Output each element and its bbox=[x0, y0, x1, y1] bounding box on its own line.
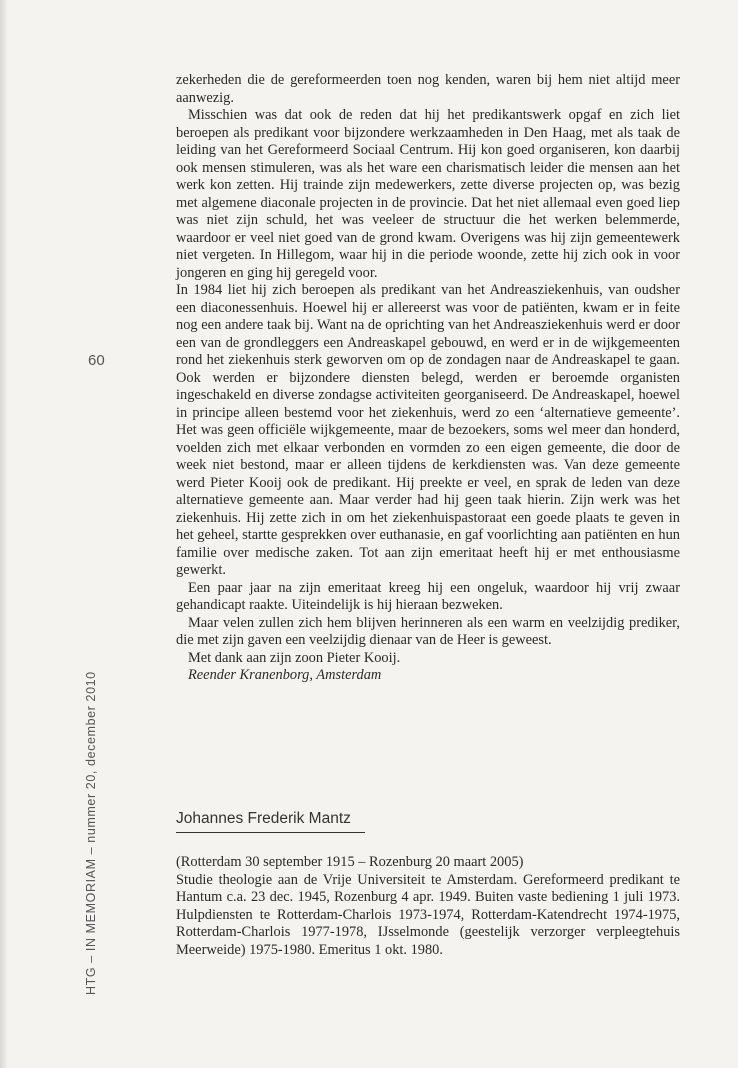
acknowledgement: Met dank aan zijn zoon Pieter Kooij. bbox=[188, 649, 401, 666]
article-paragraph: Een paar jaar na zijn emeritaat kreeg hij een ongeluk, waardoor hij vrij zwaar gehandicapt raakte. Uiteindelijk is hij hieraan bezweken. bbox=[176, 579, 680, 613]
article-paragraph: In 1984 liet hij zich beroepen als predikant van het Andreasziekenhuis, van oudsher een diaconessenhuis. Hoewel hij er allereerst was voor de patiënten, kwam er in feite nog een andere taak bij. Want na de oprichting van het Andreasziekenhuis werd er door een van de grondleggers een Andreaskapel gebouwd, en werd er in de wijkgemeenten rond het ziekenhuis sterk geworven om op de zondagen naar de Andreaskapel te gaan. Ook werden er bijzondere diensten belegd, werden er beroemde organisten ingeschakeld en diverse zondagse activiteiten georganiseerd. De Andreaskapel, hoewel in principe alleen bestemd voor het ziekenhuis, werd zo een ‘alternatieve gemeente’. Het was geen officiële wijkgemeente, maar de bezoekers, soms wel meer dan honderd, voelden zich met elkaar verbonden en vormden zo een eigen gemeente, die door de week niet bestond, maar er alleen tijdens de kerkdiensten was. Van deze gemeente werd Pieter Kooij ook de predikant. Hij preekte er veel, en sprak de leden van deze alternatieve gemeente aan. Maar verder had hij geen taak hierin. Zijn werk was het ziekenhuis. Hij zette zich in om het ziekenhuispastoraat een goede plaats te geven in het geheel, startte gesprekken over euthanasie, en gaf voorlichting aan patiënten en hun familie over medische zaken. Tot aan zijn emeritaat heeft hij er met enthousiasme gewerkt. bbox=[176, 282, 680, 578]
page-number: 60 bbox=[88, 352, 105, 369]
article-paragraph: Misschien was dat ook de reden dat hij het predikantswerk opgaf en zich liet beroepen als predikant voor bijzondere werkzaamheden in Den Haag, met als taak de leiding van het Gereformeerd Sociaal Centrum. Hij kon goed organiseren, kon daarbij ook mensen stimuleren, was als het ware een charismatisch leider die mensen aan het werk kon zetten. Hij trainde zijn medewerkers, zette diverse projecten op, was bezig met algemene diaconale projecten in de provincie. Dat het niet allemaal even goed liep was niet zijn schuld, het was veeleer de structuur die het werken belemmerde, waardoor er veel niet goed van de grond kwam. Overigens was hij zijn gemeentewerk niet vergeten. In Hillegom, waar hij in die periode woonde, zette hij zich ook in voor jongeren en ging hij geregeld voor. bbox=[176, 107, 680, 281]
biography-block bbox=[176, 854, 680, 959]
running-head: HTG – IN MEMORIAM – nummer 20, december 2010 bbox=[84, 671, 98, 995]
author-signature: Reender Kranenborg, Amsterdam bbox=[188, 667, 382, 683]
bio-career: Studie theologie aan de Vrije Universiteit te Amsterdam. Gereformeerd predikant te Hantum c.a. 23 dec. 1945, Rozenburg 4 apr. 1949. Buiten vaste bediening 1 juli 1973. Hulpdiensten te Rotterdam-Charlois 1973-1974, Rotterdam-Katendrecht 1974-1975, Rotterdam-Charlois 1977-1978, IJsselmonde (geestelijk verzorger verpleegtehuis Meerweide) 1975-1980. Emeritus 1 okt. 1980. bbox=[176, 871, 680, 958]
article-body bbox=[176, 72, 680, 685]
heading-underline bbox=[176, 832, 365, 833]
article-paragraph: Maar velen zullen zich hem blijven herinneren als een warm en veelzijdig prediker, die met zijn gaven een veelzijdig dienaar van de Heer is geweest. bbox=[176, 614, 680, 648]
article-paragraph: zekerheden die de gereformeerden toen nog kenden, waren bij hem niet altijd meer aanwezig. bbox=[176, 72, 680, 106]
page-edge bbox=[0, 0, 7, 1068]
bio-dates: (Rotterdam 30 september 1915 – Rozenburg 20 maart 2005) bbox=[176, 854, 524, 870]
section-heading: Johannes Frederik Mantz bbox=[176, 810, 351, 827]
